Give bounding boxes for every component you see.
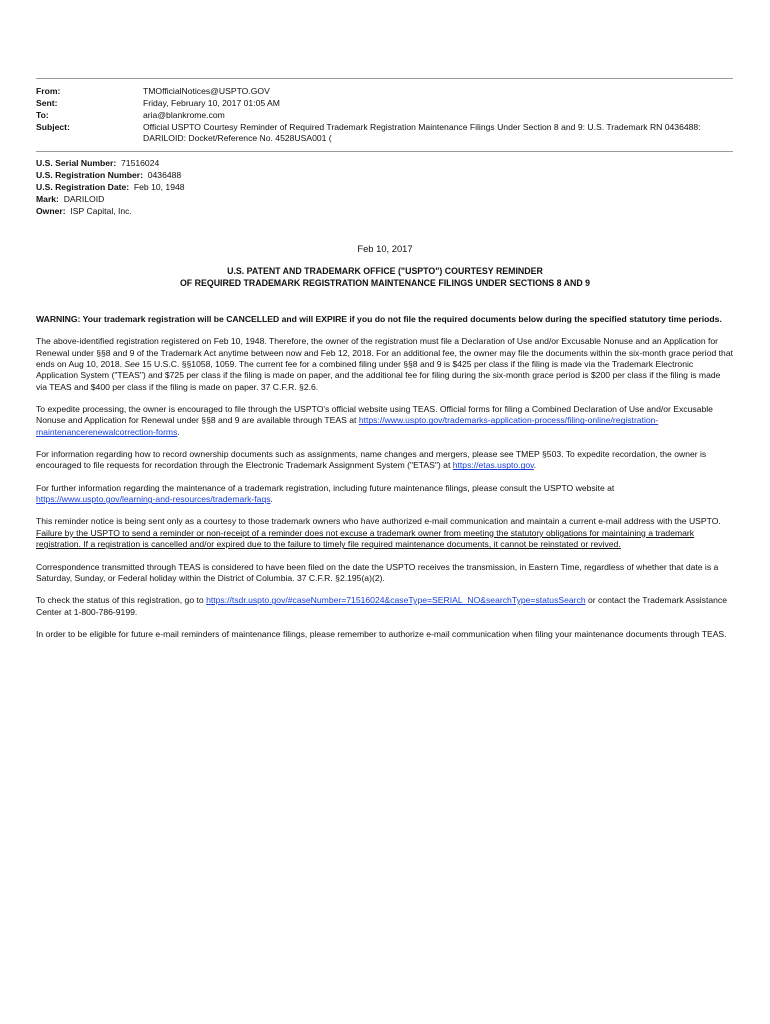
maintenance-info-text: For further information regarding the maintenance of a trademark registration, including future maintenance filings, please consult the USPTO website at	[36, 482, 615, 493]
status-paragraph	[36, 595, 733, 618]
serial-number: 71516024	[121, 158, 160, 168]
to-row	[36, 110, 733, 121]
subject-row	[36, 122, 733, 145]
registration-number: 0436488	[147, 169, 182, 180]
from-value: TMOfficialNotices@USPTO.GOV	[143, 86, 270, 96]
ownership-paragraph	[36, 449, 733, 472]
registration-date-label: U.S. Registration Date:	[36, 181, 130, 192]
warning-paragraph: WARNING: Your trademark registration will be CANCELLED and will EXPIRE if you do not file the required documents below during the specified statutory time periods.	[36, 314, 722, 324]
etas-link[interactable]: https://etas.uspto.gov	[452, 460, 534, 471]
correspondence-paragraph: Correspondence transmitted through TEAS is considered to have been filed on the date the USPTO receives the transmission, in Eastern Time, regardless of whether that date is a Saturday, Sunday, or Federal holiday within the District of Columbia. 37 C.F.R. §2.195(a)(2).	[36, 561, 719, 583]
subject-line-2: DARILOID: Docket/Reference No. 4528USA001 (	[143, 133, 332, 144]
subject-label: Subject:	[36, 121, 70, 132]
tsdr-status-link[interactable]: https://tsdr.uspto.gov/#caseNumber=71516024&caseType=SERIAL_NO&searchType=statusSearch	[206, 595, 586, 606]
teas-paragraph	[36, 404, 733, 438]
to-value: aria@blankrome.com	[143, 109, 225, 120]
email-header	[36, 86, 733, 145]
subject-value	[143, 122, 733, 145]
serial-number-row	[36, 158, 733, 169]
ownership-text-end: .	[533, 460, 537, 471]
see-citation: See	[124, 359, 140, 370]
teas-forms-link[interactable]: https://www.uspto.gov/trademarks-application-process/filing-online/registration-maintenancerenewalcorrection-forms	[36, 415, 659, 437]
teas-text: To expedite processing, the owner is encouraged to file through the USPTO's official website using TEAS. Official forms for filing a Combined Declaration of Use and/or Excusable Nonuse and Application for Renewal under §§8 and 9 are available through TEAS at	[36, 404, 713, 426]
owner-row	[36, 206, 733, 217]
notice-title-line-1: U.S. PATENT AND TRADEMARK OFFICE ("USPTO") COURTESY REMINDER	[227, 266, 543, 276]
courtesy-text: This reminder notice is being sent only as a courtesy to those trademark owners who have authorized e-mail communication and maintain a current e-mail address with the USPTO.	[36, 516, 721, 527]
deadline-text-b: 15 U.S.C. §§1058, 1059. The current fee for a combined filing under §§8 and 9 is $425 per class if the filing is made via the Trademark Electronic Application System ("TEAS") and $725 per class if the filing is made on paper, and the additional fee for filing during the six-month grace period is $200 per class if the filing is made via TEAS and $400 per class if the filing is made on paper. 37 C.F.R. §2.6.	[36, 359, 721, 392]
from-label: From:	[36, 86, 61, 96]
notice-title	[0, 266, 770, 290]
registration-date-row	[36, 182, 733, 193]
courtesy-disclaimer: Failure by the USPTO to send a reminder or non-receipt of a reminder does not excuse a trademark owner from meeting the statutory obligations for maintaining a trademark registration. If a registration is cancelled and/or expired due to the failure to timely file required maintenance documents, it cannot be reinstated or revived.	[36, 527, 695, 550]
owner: ISP Capital, Inc.	[70, 205, 132, 216]
ownership-text: For information regarding how to record ownership documents such as assignments, name changes and mergers, please see TMEP §503. To expedite recordation, the owner is encouraged to file requests for recordation through the Electronic Trademark Assignment System ("ETAS") at	[36, 449, 707, 471]
courtesy-paragraph	[36, 516, 733, 550]
notice-title-line-2: OF REQUIRED TRADEMARK REGISTRATION MAINTENANCE FILINGS UNDER SECTIONS 8 AND 9	[179, 277, 591, 288]
mark: DARILOID	[63, 193, 105, 204]
sent-value: Friday, February 10, 2017 01:05 AM	[143, 97, 280, 108]
owner-label: Owner:	[36, 205, 66, 216]
trademark-faqs-link[interactable]: https://www.uspto.gov/learning-and-resources/trademark-faqs	[36, 494, 271, 505]
notice-body	[36, 314, 733, 651]
maintenance-info-paragraph	[36, 483, 733, 506]
to-label: To:	[36, 109, 49, 120]
status-text-end: or contact the Trademark Assistance Center at 1-800-786-9199.	[36, 595, 727, 617]
from-row	[36, 86, 733, 97]
sent-row	[36, 98, 733, 109]
header-divider	[36, 151, 733, 152]
top-divider	[36, 78, 733, 79]
teas-text-end: .	[177, 426, 180, 437]
deadline-paragraph	[36, 336, 733, 393]
deadline-text-a: The above-identified registration registered on Feb 10, 1948. Therefore, the owner of the registration must file a Declaration of Use and/or Excusable Nonuse and an Application for Renewal under §§8 and 9 of the Trademark Act anytime between now and Feb 12, 2018. For an additional fee, the owner may file the documents within the six-month grace period that ends on Aug 10, 2018.	[36, 336, 733, 370]
status-text: To check the status of this registration, go to	[36, 595, 207, 606]
eligibility-paragraph: In order to be eligible for future e-mail reminders of maintenance filings, please remember to authorize e-mail communication when filing your maintenance documents through TEAS.	[36, 628, 727, 639]
mark-label: Mark:	[36, 193, 59, 204]
subject-line-1: Official USPTO Courtesy Reminder of Required Trademark Registration Maintenance Filings Under Section 8 and 9: U.S. Trademark RN 0436488:	[143, 121, 701, 132]
sent-label: Sent:	[36, 97, 58, 108]
mark-row	[36, 194, 733, 205]
notice-date: Feb 10, 2017	[357, 243, 413, 254]
serial-number-label: U.S. Serial Number:	[36, 158, 117, 168]
registration-number-row	[36, 170, 733, 181]
maintenance-info-end: .	[270, 494, 273, 505]
registration-number-label: U.S. Registration Number:	[36, 169, 143, 180]
registration-date: Feb 10, 1948	[133, 181, 185, 192]
registration-details	[36, 158, 733, 218]
